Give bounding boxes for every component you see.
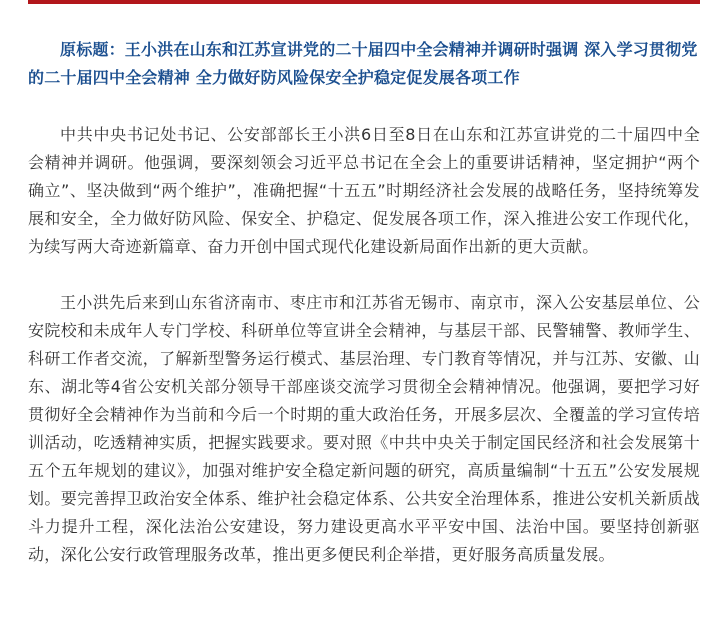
article-body: [28, 36, 700, 569]
original-title: 原标题：王小洪在山东和江苏宣讲党的二十届四中全会精神并调研时强调 深入学习贯彻党的二十届四中全会精神 全力做好防风险保安全护稳定促发展各项工作: [28, 40, 698, 87]
article-paragraph-1: 中共中央书记处书记、公安部部长王小洪6日至8日在山东和江苏宣讲党的二十届四中全会精神并调研。他强调，要深刻领会习近平总书记在全会上的重要讲话精神，坚定拥护“两个确立”、坚决做到“两个维护”，准确把握“十五五”时期经济社会发展的战略任务，坚持统筹发展和安全，全力做好防风险、保安全、护稳定、促发展各项工作，深入推进公安工作现代化，为续写两大奇迹新篇章、奋力开创中国式现代化建设新局面作出新的更大贡献。: [28, 125, 700, 256]
article-paragraph-2: 王小洪先后来到山东省济南市、枣庄市和江苏省无锡市、南京市，深入公安基层单位、公安院校和未成年人专门学校、科研单位等宣讲全会精神，与基层干部、民警辅警、教师学生、科研工作者交流，了解新型警务运行模式、基层治理、专门教育等情况，并与江苏、安徽、山东、湖北等4省公安机关部分领导干部座谈交流学习贯彻全会精神情况。他强调，要把学习好贯彻好全会精神作为当前和今后一个时期的重大政治任务，开展多层次、全覆盖的学习宣传培训活动，吃透精神实质，把握实践要求。要对照《中共中央关于制定国民经济和社会发展第十五个五年规划的建议》，加强对维护安全稳定新问题的研究，高质量编制“十五五”公安发展规划。要完善捍卫政治安全体系、维护社会稳定体系、公共安全治理体系，推进公安机关新质战斗力提升工程，深化法治公安建设，努力建设更高水平平安中国、法治中国。要坚持创新驱动，深化公安行政管理服务改革，推出更多便民利企举措，更好服务高质量发展。: [28, 293, 700, 564]
top-accent-rule: [28, 0, 700, 4]
